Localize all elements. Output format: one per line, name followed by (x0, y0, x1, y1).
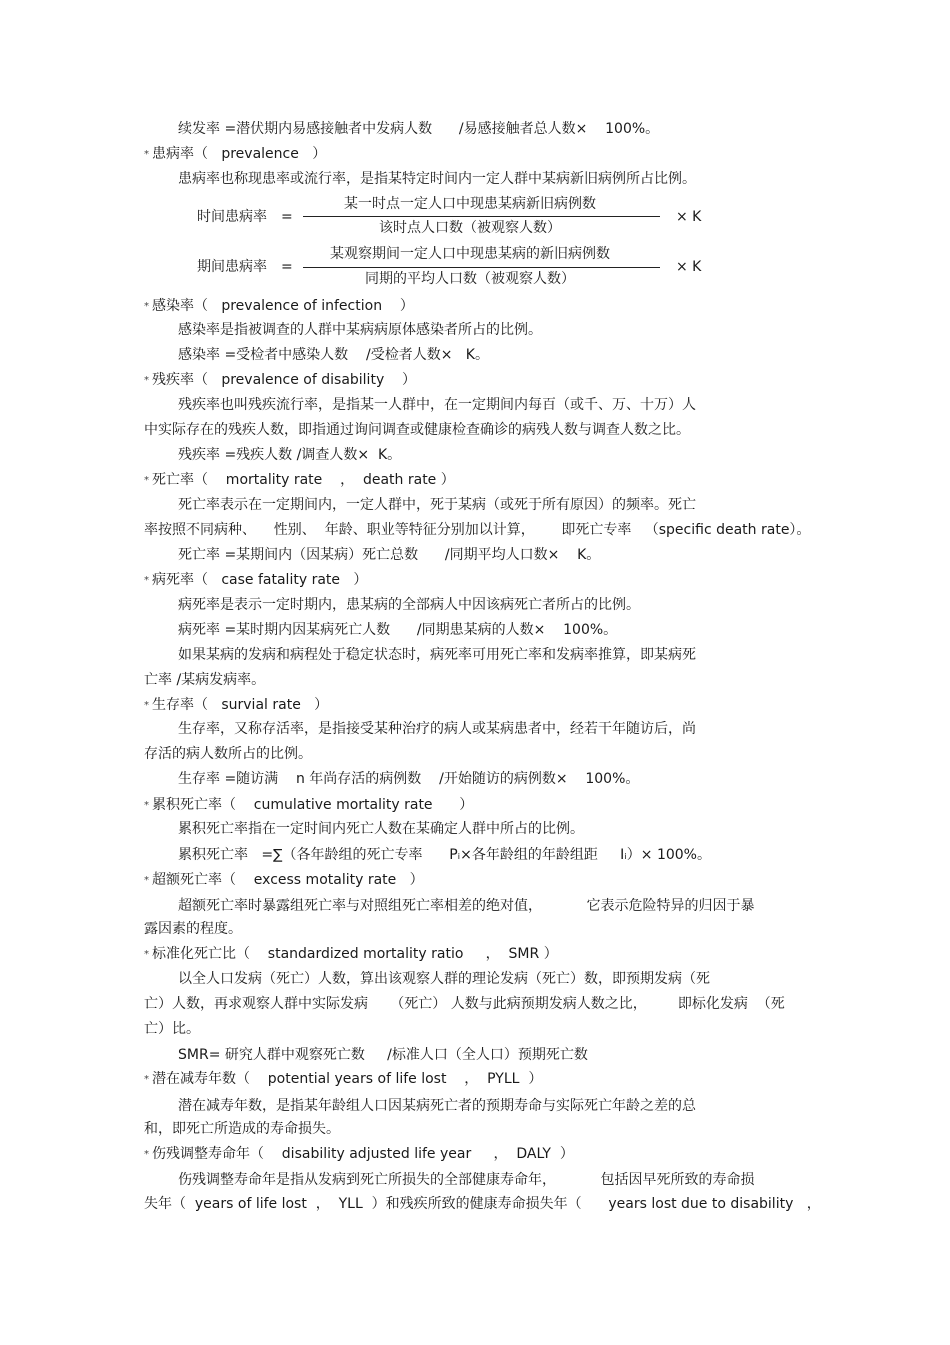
bullet-marker: * (144, 301, 149, 312)
text-line: 露因素的程度。 (144, 921, 242, 937)
text-line: 亡率 /某病发病率。 (144, 672, 266, 688)
bullet-marker: * (144, 700, 149, 711)
heading-disability: * 残疾率（ prevalence of disability ） (144, 372, 417, 388)
heading-cumulative-mortality: * 累积死亡率（ cumulative mortality rate ） (144, 797, 474, 813)
text-line: 残疾率也叫残疾流行率，是指某一人群中，在一定期间内每百（或千、万、十万）人 (178, 397, 696, 413)
heading-case-fatality: * 病死率（ case fatality rate ） (144, 572, 368, 588)
text-line: 续发率 =潜伏期内易感接触者中发病人数 /易感接触者总人数× 100%。 (178, 121, 660, 137)
formula-denominator: 该时点人口数（被观察人数） (379, 220, 561, 236)
heading-smr: * 标准化死亡比（ standardized mortality ratio ， SMR ） (144, 946, 558, 962)
text-line: 中实际存在的残疾人数，即指通过询问调查或健康检查确诊的病残人数与调查人数之比。 (144, 422, 690, 438)
text-line: 患病率也称现患率或流行率，是指某特定时间内一定人群中某病新旧病例所占比例。 (178, 171, 696, 187)
bullet-marker: * (144, 1149, 149, 1160)
heading-mortality: * 死亡率（ mortality rate ， death rate ） (144, 472, 455, 488)
text-line: 累积死亡率指在一定时间内死亡人数在某确定人群中所占的比例。 (178, 821, 584, 837)
text-line: 累积死亡率 =∑（各年龄组的死亡专率 Pᵢ×各年龄组的年龄组距 Iᵢ）× 100%。 (178, 847, 711, 863)
formula-denominator: 同期的平均人口数（被观察人数） (365, 271, 575, 287)
heading-daly: * 伤残调整寿命年（ disability adjusted life year ， DALY ） (144, 1146, 574, 1162)
text-line: 病死率是表示一定时期内，患某病的全部病人中因该病死亡者所占的比例。 (178, 597, 640, 613)
formula-equals: = (281, 209, 293, 225)
bullet-marker: * (144, 800, 149, 811)
bullet-marker: * (144, 875, 149, 886)
text-line: 病死率 =某时期内因某病死亡人数 /同期患某病的人数× 100%。 (178, 622, 618, 638)
heading-excess-mortality: * 超额死亡率（ excess motality rate ） (144, 872, 424, 888)
text-line: 亡）比。 (144, 1021, 200, 1037)
fraction-bar (303, 267, 660, 268)
heading-survival: * 生存率（ survial rate ） (144, 697, 329, 713)
formula-label: 时间患病率 (197, 209, 267, 225)
bullet-marker: * (144, 375, 149, 386)
text-line: 以全人口发病（死亡）人数，算出该观察人群的理论发病（死亡）数，即预期发病（死 (178, 971, 710, 987)
text-line: 感染率 =受检者中感染人数 /受检者人数× K。 (178, 347, 489, 363)
text-line: 死亡率表示在一定期间内，一定人群中，死于某病（或死于所有原因）的频率。死亡 (178, 497, 696, 513)
text-line: 率按照不同病种、 性别、 年龄、职业等特征分别加以计算， 即死亡专率 （specific death rate）。 (144, 522, 811, 538)
text-line: 生存率 =随访满 n 年尚存活的病例数 /开始随访的病例数× 100%。 (178, 771, 640, 787)
formula-factor: × K (676, 209, 702, 225)
formula-factor: × K (676, 259, 702, 275)
bullet-marker: * (144, 949, 149, 960)
text-line: 残疾率 =残疾人数 /调查人数× K。 (178, 447, 402, 463)
bullet-marker: * (144, 149, 149, 160)
formula-numerator: 某一时点一定人口中现患某病新旧病例数 (344, 196, 596, 212)
text-line: 感染率是指被调查的人群中某病病原体感染者所占的比例。 (178, 322, 542, 338)
fraction-bar (303, 216, 660, 217)
text-line: 死亡率 =某期间内（因某病）死亡总数 /同期平均人口数× K。 (178, 547, 601, 563)
text-line: 和，即死亡所造成的寿命损失。 (144, 1121, 340, 1137)
bullet-marker: * (144, 575, 149, 586)
text-line: 亡）人数，再求观察人群中实际发病 （死亡） 人数与此病预期发病人数之比， 即标化发病 （死 (144, 996, 785, 1012)
formula-numerator: 某观察期间一定人口中现患某病的新旧病例数 (330, 246, 610, 262)
heading-pyll: * 潜在减寿年数（ potential years of life lost ， PYLL ） (144, 1071, 543, 1087)
text-line: 生存率，又称存活率，是指接受某种治疗的病人或某病患者中，经若干年随访后，尚 (178, 721, 696, 737)
bullet-marker: * (144, 475, 149, 486)
text-line: 失年（ years of life lost ， YLL ）和残疾所致的健康寿命损失年（ years lost due to disability ， (144, 1196, 821, 1212)
text-line: 伤残调整寿命年是指从发病到死亡所损失的全部健康寿命年， 包括因早死所致的寿命损 (178, 1172, 755, 1188)
text-line: 潜在减寿年数，是指某年龄组人口因某病死亡者的预期寿命与实际死亡年龄之差的总 (178, 1098, 696, 1114)
text-line: 超额死亡率时暴露组死亡率与对照组死亡率相差的绝对值， 它表示危险特异的归因于暴 (178, 898, 755, 914)
heading-infection: * 感染率（ prevalence of infection ） (144, 298, 414, 314)
bullet-marker: * (144, 1074, 149, 1085)
heading-prevalence: * 患病率（ prevalence ） (144, 146, 327, 162)
text-line: 存活的病人数所占的比例。 (144, 746, 312, 762)
formula-equals: = (281, 259, 293, 275)
text-line: 如果某病的发病和病程处于稳定状态时，病死率可用死亡率和发病率推算，即某病死 (178, 647, 696, 663)
formula-label: 期间患病率 (197, 259, 267, 275)
text-line: SMR= 研究人群中观察死亡数 /标准人口（全人口）预期死亡数 (178, 1047, 588, 1063)
